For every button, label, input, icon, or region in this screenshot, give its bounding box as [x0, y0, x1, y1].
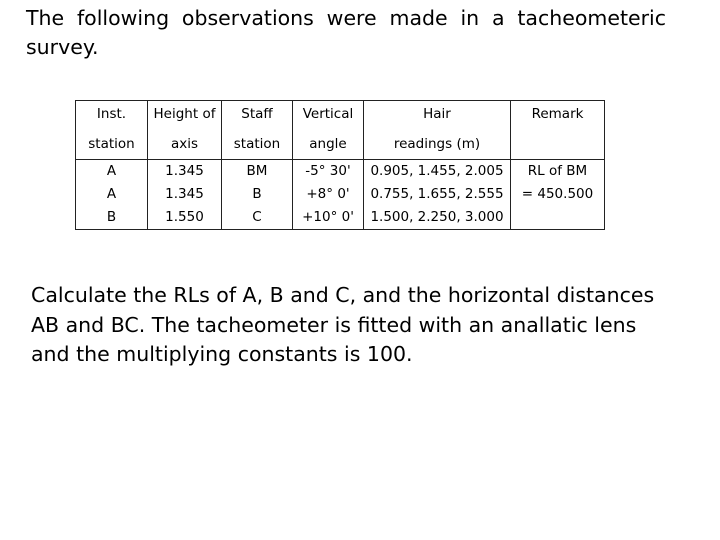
column-header: Remark: [511, 101, 605, 130]
table-cell: +10° 0': [293, 206, 364, 230]
column-header: angle: [293, 129, 364, 160]
table-cell: B: [76, 206, 148, 230]
column-header: Staff: [222, 101, 293, 130]
column-header: axis: [148, 129, 222, 160]
table-cell: 0.755, 1.655, 2.555: [364, 183, 511, 206]
table-cell: +8° 0': [293, 183, 364, 206]
table-row: [76, 160, 605, 184]
observations-table: [75, 100, 605, 230]
table-cell: 1.550: [148, 206, 222, 230]
table-cell: RL of BM: [511, 160, 605, 184]
column-header: Vertical: [293, 101, 364, 130]
column-header: [511, 129, 605, 160]
column-header: station: [222, 129, 293, 160]
table-row: [76, 206, 605, 230]
table-cell: 1.500, 2.250, 3.000: [364, 206, 511, 230]
table-cell: = 450.500: [511, 183, 605, 206]
column-header: Hair: [364, 101, 511, 130]
table-cell: A: [76, 183, 148, 206]
table-cell: 0.905, 1.455, 2.005: [364, 160, 511, 184]
table-row: [76, 183, 605, 206]
table-cell: BM: [222, 160, 293, 184]
table-cell: B: [222, 183, 293, 206]
column-header: station: [76, 129, 148, 160]
task-text: Calculate the RLs of A, B and C, and the horizontal distances AB and BC. The tacheometer is fitted with an anallatic lens and the multiplying constants is 100.: [31, 283, 655, 366]
intro-text: The following observations were made in a tacheometeric survey.: [26, 6, 666, 59]
table-cell: 1.345: [148, 183, 222, 206]
table-header-row: [76, 129, 605, 160]
table-cell: -5° 30': [293, 160, 364, 184]
table-cell: C: [222, 206, 293, 230]
table-cell: [511, 206, 605, 230]
table-cell: 1.345: [148, 160, 222, 184]
column-header: readings (m): [364, 129, 511, 160]
column-header: Height of: [148, 101, 222, 130]
table-header-row: [76, 101, 605, 130]
table-cell: A: [76, 160, 148, 184]
column-header: Inst.: [76, 101, 148, 130]
